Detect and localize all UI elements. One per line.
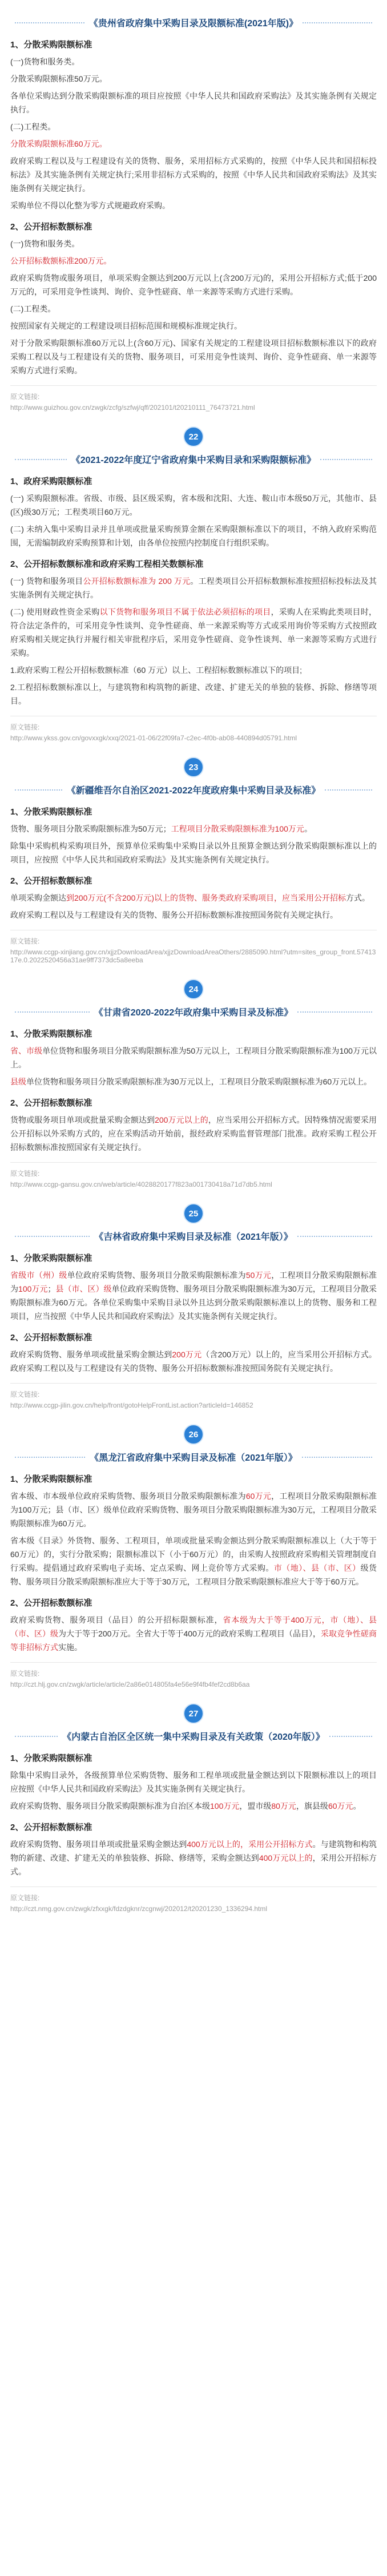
source-link[interactable]: http://www.ccgp-xinjiang.gov.cn/xjjzDownloadArea/xjjzDownloadAreaOthers/2885090.html?utm=sites_group_front.5741317e.0.2022520456a31ae9ff7373dc5a8eeba bbox=[10, 948, 376, 964]
heading-scattered-limit: 1、分散采购限额标准 bbox=[10, 807, 92, 817]
paragraph bbox=[10, 1613, 377, 1654]
text-span: 级货物、服务项目分散采购限额标准应大于等于30万元，工程项目分散采购限额标准应大于等于60万元。 bbox=[10, 1563, 377, 1586]
heading-public-tender: 2、公开招标数额标准 bbox=[10, 1333, 92, 1343]
heading-scattered-limit: 1、政府采购限额标准 bbox=[10, 477, 92, 486]
source-link[interactable]: http://czt.nmg.gov.cn/zwgk/zfxxgk/fdzdgknr/zcgnwj/202012/t20201230_1336294.html bbox=[10, 1905, 268, 1913]
section-number-badge: 22 bbox=[183, 426, 204, 447]
source-label: 原文链接: bbox=[10, 1894, 40, 1902]
text-span: 单项采购金额达 bbox=[10, 893, 66, 902]
paragraph bbox=[10, 1044, 377, 1071]
text-span: 方式。 bbox=[346, 893, 370, 902]
text-span: 实施。 bbox=[58, 1643, 82, 1652]
paragraph bbox=[10, 1534, 377, 1589]
text-span: （含200万元）以上的，应当采用公开招标方式。政府采购工程以及与工程建设有关的货物、服务公开招标数额标准按照国务院有关规定执行。 bbox=[10, 1350, 377, 1373]
heading-scattered-limit: 1、分散采购限额标准 bbox=[10, 1474, 92, 1484]
source-label: 原文链接: bbox=[10, 1390, 40, 1398]
section-title: 《吉林省政府集中采购目录及标准（2021年版）》 bbox=[94, 1232, 293, 1242]
highlight-text: 100万元 bbox=[18, 1284, 48, 1293]
text-span: 单位货物和服务项目分散采购限额标准为30万元以上，工程项目分散采购限额标准为60万元以上。 bbox=[26, 1077, 372, 1086]
section-title-row bbox=[10, 453, 377, 466]
text-span: 货物或服务项目单项或批量采购金额达到 bbox=[10, 1115, 155, 1124]
paragraph: 分散采购限额标准50万元。 bbox=[10, 74, 107, 83]
section-title-row bbox=[10, 1005, 377, 1018]
text-span: ，工程项目分散采购限额标准为100万元；县（市、区）级单位政府采购货物、服务项目分散采购限额标准为30万元，工程项目分散采购限额标准为60万元。 bbox=[10, 1491, 377, 1528]
heading-public-tender: 2、公开招标数额标准 bbox=[10, 1598, 92, 1608]
section-title-row bbox=[10, 1730, 377, 1743]
text-span: ，盟市级 bbox=[239, 1801, 272, 1811]
text-span: 省本级、市本级单位政府采购货物、服务项目分散采购限额标准为 bbox=[10, 1491, 246, 1501]
paragraph: 采购单位不得以化整为零方式规避政府采购。 bbox=[10, 201, 170, 210]
text-span: ； bbox=[47, 1284, 56, 1293]
section-guizhou bbox=[10, 16, 377, 412]
text-span: ，采用公开招标方式。 bbox=[10, 1853, 377, 1876]
text-span: 。与建筑物和构筑物的新建、改建、扩建无关的单独装修、拆除、修缮等，采购金额达到 bbox=[10, 1840, 377, 1863]
text-span: ，应当采用公开招标方式。因特殊情况需要采用公开招标以外采购方式的，应在采购活动开始前，报经政府采购监督管理部门批准。政府采购工程公开招标数额标准按照国家有关规定执行。 bbox=[10, 1115, 377, 1152]
badge-row bbox=[10, 426, 377, 447]
section-heilongjiang bbox=[10, 1424, 377, 1688]
highlight-text: 采取竞争性磋商等非招标方式 bbox=[10, 1629, 377, 1652]
paragraph: (一)货物和服务类。 bbox=[10, 57, 80, 66]
highlight-text: 市（地）、县（市、区） bbox=[273, 1563, 361, 1573]
heading-public-tender: 2、公开招标数额标准 bbox=[10, 1098, 92, 1108]
heading-scattered-limit: 1、分散采购限额标准 bbox=[10, 1253, 92, 1263]
text-span: 为大于等于200万元。全省大于等于400万元的政府采购工程项目（品目）， bbox=[58, 1629, 321, 1638]
paragraph: 对于分散采购限额标准60万元以上(含60万元)、国家有关规定的工程建设项目招标数额标准以下的政府采购工程以及与工程建设有关的货物、服务项目，可采用竞争性谈判、询价、竞争性磋商、单一来源等采购方式进行采购。 bbox=[10, 338, 377, 375]
highlight-text: 400万元以上的，采用公开招标方式 bbox=[187, 1840, 313, 1849]
badge-row bbox=[10, 1703, 377, 1724]
section-title: 《内蒙古自治区全区统一集中采购目录及有关政策（2020年版）》 bbox=[62, 1732, 325, 1742]
section-title-row bbox=[10, 783, 377, 796]
text-span: 政府采购货物、服务项目分散采购限额标准为自治区本级 bbox=[10, 1801, 210, 1811]
divider bbox=[10, 1662, 377, 1663]
heading-scattered-limit: 1、分散采购限额标准 bbox=[10, 1753, 92, 1763]
paragraph bbox=[10, 574, 377, 602]
badge-row bbox=[10, 1424, 377, 1445]
paragraph bbox=[10, 822, 377, 836]
heading-public-tender: 2、公开招标数额标准 bbox=[10, 1823, 92, 1832]
paragraph bbox=[10, 1075, 377, 1089]
text-span: 单位政府采购货物、服务项目分散采购限额标准为 bbox=[67, 1271, 246, 1280]
text-span: 。工程类项目公开招标数额标准按照招标投标法及其实施条例有关规定执行。 bbox=[10, 577, 377, 599]
text-span: ，工程项目分散采购限额标准为 bbox=[10, 1271, 377, 1293]
highlight-text: 公开招标数额标准200万元。 bbox=[10, 256, 112, 265]
section-title-row bbox=[10, 16, 377, 29]
badge-row bbox=[10, 757, 377, 777]
section-title: 《新疆维吾尔自治区2021-2022年度政府集中采购目录及标准》 bbox=[66, 786, 321, 796]
paragraph: 按照国家有关规定的工程建设项目招标范围和规模标准规定执行。 bbox=[10, 321, 242, 330]
heading-scattered-limit: 1、分散采购限额标准 bbox=[10, 40, 92, 50]
badge-row bbox=[10, 979, 377, 999]
paragraph: 1.政府采购工程公开招标数额标准（60 万元）以上、工程招标数额标准以下的项目; bbox=[10, 666, 303, 675]
paragraph bbox=[10, 891, 377, 905]
source-label: 原文链接: bbox=[10, 1170, 40, 1178]
section-title-row bbox=[10, 1450, 377, 1464]
section-title: 《2021-2022年度辽宁省政府集中采购目录和采购限额标准》 bbox=[71, 455, 316, 465]
highlight-text: 200万元以上的 bbox=[155, 1115, 208, 1124]
section-title: 《贵州省政府集中采购目录及限额标准(2021年版)》 bbox=[88, 19, 299, 29]
paragraph bbox=[10, 1113, 377, 1154]
section-gansu bbox=[10, 979, 377, 1188]
paragraph bbox=[10, 1489, 377, 1530]
highlight-text: 省本级为大于等于400万元，市（地）、县（市、区）级 bbox=[10, 1615, 377, 1638]
text-span: 单位货物和服务项目分散采购限额标准为50万元以上，工程项目分散采购限额标准为100万元以上。 bbox=[10, 1046, 377, 1069]
text-span: (一) 货物和服务项目 bbox=[10, 577, 83, 586]
source-link[interactable]: http://www.ccgp-jilin.gov.cn/help/front/gotoHelpFrontList.action?articleId=146852 bbox=[10, 1401, 253, 1409]
source-link[interactable]: http://www.ykss.gov.cn/govxxgk/xxq/2021-01-06/22f09fa7-c2ec-4f0b-ab08-440894d05791.html bbox=[10, 734, 297, 742]
section-number-badge: 24 bbox=[183, 979, 204, 999]
paragraph: (一)货物和服务类。 bbox=[10, 239, 80, 248]
paragraph: (二)工程类。 bbox=[10, 304, 56, 313]
highlight-text: 100万元 bbox=[210, 1801, 240, 1811]
source-link[interactable]: http://www.guizhou.gov.cn/zwgk/zcfg/szfwj/qff/202101/t20210111_76473721.html bbox=[10, 404, 255, 412]
text-span: 货物、服务项目分散采购限额标准为50万元； bbox=[10, 824, 171, 833]
highlight-text: 公开招标数额标准为 200 万元 bbox=[83, 577, 191, 586]
paragraph bbox=[10, 605, 377, 660]
section-number-badge: 26 bbox=[183, 1424, 204, 1445]
divider bbox=[10, 1886, 377, 1887]
text-span: 政府采购货物、服务项目（品目）的公开招标限额标准， bbox=[10, 1615, 223, 1624]
text-span: 省本级《目录》外货物、服务、工程项目，单项或批量采购金额达到分散采购限额标准以上（大于等于60万元）的，实行分散采购；限额标准以下（小于60万元）的，由采购人按照政府采购相关管理制度自行采购。提倡通过政府采购电子卖场、定点采购、网上竞价等方式采购。 bbox=[10, 1536, 377, 1573]
highlight-text: 200万元 bbox=[172, 1350, 202, 1359]
highlight-text: 50万元 bbox=[245, 1271, 272, 1280]
section-xinjiang bbox=[10, 757, 377, 964]
text-span: 政府采购货物、服务单项或批量采购金额达到 bbox=[10, 1350, 172, 1359]
highlight-text: 省、市级 bbox=[10, 1046, 43, 1055]
section-number-badge: 27 bbox=[183, 1703, 204, 1724]
heading-public-tender: 2、公开招标数额标准 bbox=[10, 222, 92, 232]
text-span: 。 bbox=[353, 1801, 361, 1811]
text-span: 单位政府采购货物、服务项目分散采购限额标准为30万元，工程项目分散采购限额标准为60万元。各单位采购集中采购目录以外且达到分散采购限额标准以上的货物、服务和工程项目，应当按照《中华人民共和国政府采购法》及其实施条例有关规定执行。 bbox=[10, 1284, 377, 1321]
paragraph bbox=[10, 1348, 377, 1375]
source-label: 原文链接: bbox=[10, 1670, 40, 1678]
paragraph bbox=[10, 1268, 377, 1323]
text-span: ，采购人在采购此类项目时，符合法定条件的，可采用竞争性谈判、竞争性磋商、单一来源采购等方式或采用询价等采购方式按照政府采购相关规定执行并履行相关审批程序后，采用竞争性磋商、竞争性谈判、单一来源等采购方式进行采购。 bbox=[10, 607, 377, 658]
highlight-text: 60万元 bbox=[245, 1491, 272, 1501]
text-span: ，旗县级 bbox=[296, 1801, 328, 1811]
highlight-text: 县级 bbox=[10, 1077, 26, 1086]
paragraph: 政府采购货物或服务项目，单项采购金额达到200万元以上(含200万元)的，采用公开招标方式;低于200万元的，可采用竞争性谈判、询价、竞争性磋商、单一来源等采购方式进行采购。 bbox=[10, 273, 377, 296]
highlight-text: 到200万元(不含200万元)以上的货物、服务类政府采购项目，应当采用公开招标 bbox=[66, 893, 346, 902]
divider bbox=[10, 1383, 377, 1384]
source-label: 原文链接: bbox=[10, 393, 40, 401]
paragraph: 除集中采购机构采购项目外，预算单位采购集中采购目录以外且预算金额达到分散采购限额标准以上的项目，应按照《中华人民共和国政府采购法》及其实施条例有关规定执行。 bbox=[10, 841, 377, 864]
paragraph: 政府采购工程以及与工程建设有关的货物、服务公开招标数额标准按照国务院有关规定执行。 bbox=[10, 910, 338, 920]
text-span: 。 bbox=[304, 824, 312, 833]
paragraph: 除集中采购目录外，各级预算单位采购货物、服务和工程单项或批量金额达到以下限额标准以上的项目应按照《中华人民共和国政府采购法》及其实施条例有关规定执行。 bbox=[10, 1771, 377, 1793]
highlight-text: 以下货物和服务项目不属于依法必须招标的项目 bbox=[99, 607, 271, 616]
paragraph: (二)工程类。 bbox=[10, 122, 56, 131]
paragraph bbox=[10, 1799, 377, 1813]
section-neimenggu bbox=[10, 1703, 377, 1913]
text-span: 政府采购货物、服务项目单项或批量采购金额达到 bbox=[10, 1840, 187, 1849]
paragraph bbox=[10, 1837, 377, 1878]
section-number-badge: 23 bbox=[183, 757, 204, 777]
highlight-text: 县（市、区）级 bbox=[55, 1284, 112, 1293]
source-label: 原文链接: bbox=[10, 723, 40, 731]
highlight-text: 60万元 bbox=[328, 1801, 353, 1811]
paragraph: (二) 未纳入集中采购目录并且单项或批量采购预算金额在采购限额标准以下的项目，不纳入政府采购范围，无需编制政府采购预算和计划，由各单位按照内控制度自行组织采购。 bbox=[10, 525, 377, 547]
highlight-text: 80万元 bbox=[271, 1801, 296, 1811]
heading-public-tender: 2、公开招标数额标准和政府采购工程相关数额标准 bbox=[10, 559, 204, 569]
section-title: 《黑龙江省政府集中采购目录及标准（2021年版）》 bbox=[90, 1453, 297, 1463]
text-span: (二) 使用财政性资金采购 bbox=[10, 607, 100, 616]
paragraph: 各单位采购达到分散采购限额标准的项目应按照《中华人民共和国政府采购法》及其实施条例有关规定执行。 bbox=[10, 91, 377, 114]
source-link[interactable]: http://czt.hlj.gov.cn/zwgk/article/article/2a86e014805fa4e56e9f4fb4fef2cd8b6aa bbox=[10, 1680, 250, 1688]
section-title-row bbox=[10, 1229, 377, 1243]
paragraph: 政府采购工程以及与工程建设有关的货物、服务，采用招标方式采购的，按照《中华人民共和国招标投标法》及其实施条例有关规定执行;采用非招标方式采购的，按照《中华人民共和国政府采购法》及其实施条例有关规定执行。 bbox=[10, 156, 377, 193]
divider bbox=[10, 1162, 377, 1163]
paragraph: (一) 采购限额标准。省级、市级、县区级采购，省本级和沈阳、大连、鞍山市本级50万元，其他市、县(区)级30万元；工程类项目60万元。 bbox=[10, 494, 377, 517]
section-title: 《甘肃省2020-2022年政府集中采购目录及标准》 bbox=[94, 1008, 293, 1018]
section-liaoning bbox=[10, 426, 377, 742]
paragraph: 2.工程招标数额标准以上，与建筑物和构筑物的新建、改建、扩建无关的单独的装修、拆除、修缮等项目。 bbox=[10, 683, 377, 706]
highlight-text: 工程项目分散采购限额标准为100万元 bbox=[171, 824, 304, 833]
heading-public-tender: 2、公开招标数额标准 bbox=[10, 876, 92, 886]
section-number-badge: 25 bbox=[183, 1203, 204, 1224]
badge-row bbox=[10, 1203, 377, 1224]
heading-scattered-limit: 1、分散采购限额标准 bbox=[10, 1029, 92, 1039]
source-label: 原文链接: bbox=[10, 937, 40, 945]
divider bbox=[10, 385, 377, 386]
section-jilin bbox=[10, 1203, 377, 1409]
highlight-text: 省级市（州）级 bbox=[10, 1271, 67, 1280]
source-link[interactable]: http://www.ccgp-gansu.gov.cn/web/article/4028820177f823a001730418a71d7db5.html bbox=[10, 1180, 272, 1188]
highlight-text: 分散采购限额标准60万元。 bbox=[10, 139, 107, 148]
highlight-text: 400万元以上的 bbox=[259, 1853, 313, 1863]
